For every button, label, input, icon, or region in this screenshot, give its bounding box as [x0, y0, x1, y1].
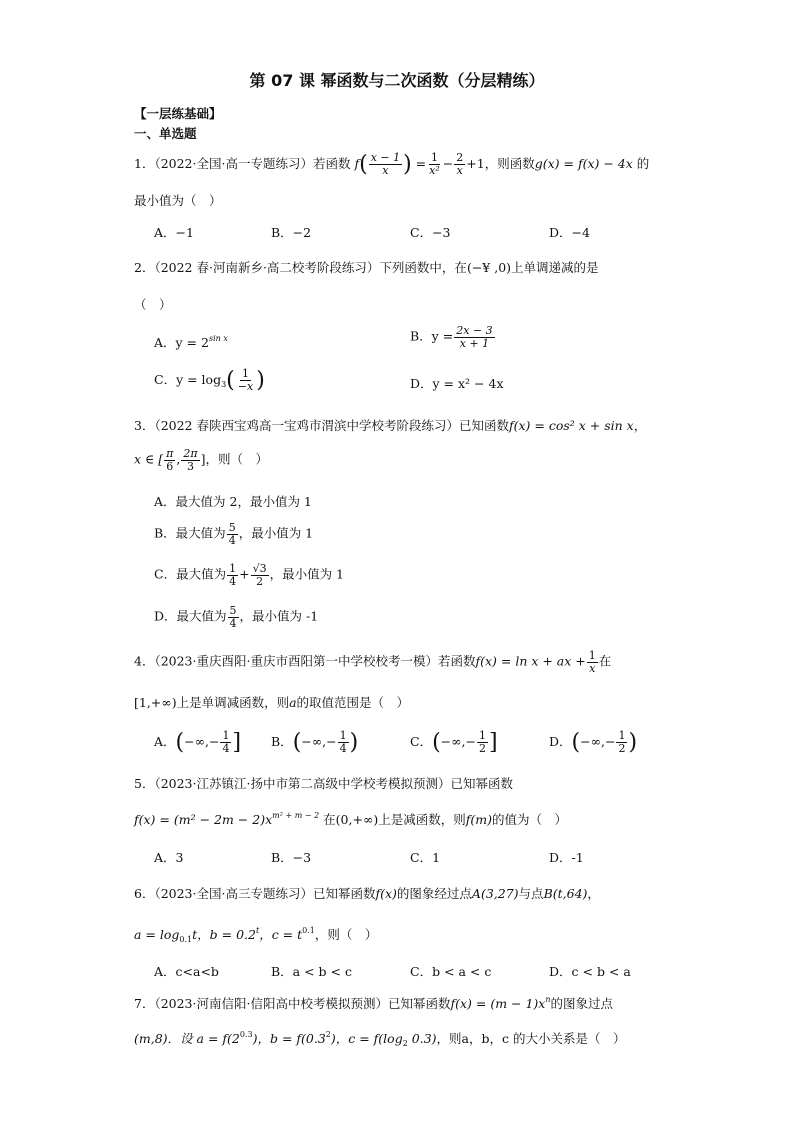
section-level: 【一层练基础】 [134, 106, 222, 121]
option-b[interactable]: B．(−∞,− $\frac{1}{4}$ ) [271, 729, 359, 755]
question-3-line2: x ∈ [ $\frac{\pi}{6}$ , $\frac{2\pi}{3}$ ]，则（ ） [134, 447, 268, 473]
option-d[interactable]: D．(−∞,− $\frac{1}{2}$ ) [549, 729, 638, 755]
question-5-line2: $f(x) = (m^2 - 2m - 2)x^{m^2 + m - 2}$ 在(0,+∞)上是减函数，则f(m)的值为（ ） [134, 811, 568, 827]
question-6-line2: $a = \log_{0.1}t$，$b = 0.2^t$，$c = t^{0.1}$，则（ ） [134, 926, 378, 944]
fraction: $\frac{x - 1}{x}$ [370, 151, 401, 177]
option-b[interactable]: B．y = $\frac{2x - 3}{x + 1}$ [410, 324, 493, 350]
option-d[interactable]: D．最大值为 $\frac{5}{4}$ ，最小值为 -1 [154, 604, 319, 630]
option-a[interactable]: A．$y = 2^{sin x}$ [154, 334, 228, 350]
question-1-line2: 最小值为（ ） [134, 193, 222, 208]
fraction: $\frac{1}{\text{x²}}$ [429, 151, 440, 177]
option-c[interactable]: C．$y = \log_3$( $\frac{1}{-x}$ ) [154, 367, 265, 393]
option-a[interactable]: A．3 [154, 850, 184, 865]
option-a[interactable]: A．c<a<b [154, 964, 219, 979]
question-4-line1: 4．（2023·重庆酉阳·重庆市酉阳第一中学校校考一模）若函数f(x) = ln x + ax + $\frac{1}{x}$ 在 [134, 649, 612, 675]
question-number: 1． [134, 156, 155, 171]
question-7-line2: (m,8)．设 $a = f(2^{0.3})$，$b = f(0.3^2)$，$c = f(\log_2$ 0.3)，则a，b，c 的大小关系是（ ） [134, 1030, 626, 1048]
option-a[interactable]: A．最大值为 2，最小值为 1 [154, 494, 312, 509]
question-7-line1: 7．（2023·河南信阳·信阳高中校考模拟预测）已知幂函数$f(x) = (m - 1)x^n$的图象过点 [134, 995, 614, 1011]
question-source: （2022·全国·高一专题练习）若函数 [154, 156, 351, 171]
option-b[interactable]: B．a < b < c [271, 964, 352, 979]
question-4-line2: [1,+∞)上是单调减函数，则a的取值范围是（ ） [134, 695, 410, 710]
option-c[interactable]: C．1 [410, 850, 441, 865]
option-c[interactable]: C．b < a < c [410, 964, 492, 979]
page-title: 第 07 课 幂函数与二次函数（分层精练） [249, 71, 545, 90]
option-c[interactable]: C．−3 [410, 225, 451, 240]
option-d[interactable]: D．-1 [549, 850, 584, 865]
option-c[interactable]: C．(−∞,− $\frac{1}{2}$ ] [410, 729, 498, 755]
option-c[interactable]: C．最大值为 $\frac{1}{4}$ + $\frac{√3}{2}$ ，最小值为 1 [154, 562, 345, 588]
question-3-line1: 3．（2022 春陕西宝鸡高一宝鸡市渭滨中学校考阶段练习）已知函数f(x) = cos² x + sin x， [134, 418, 647, 433]
question-2-line2: （ ） [134, 297, 172, 312]
question-5-line1: 5．（2023·江苏镇江·扬中市第二高级中学校考模拟预测）已知幂函数 [134, 776, 513, 791]
option-d[interactable]: D．−4 [549, 225, 590, 240]
fraction: $\frac{2}{x}$ [456, 151, 464, 177]
question-2-line1: 2．（2022 春·河南新乡·高二校考阶段练习）下列函数中，在(−¥ ,0)上单调递减的是 [134, 260, 599, 275]
question-6-line1: 6．（2023·全国·高三专题练习）已知幂函数f(x)的图象经过点A(3,27)与点B(t,64)， [134, 886, 600, 901]
option-d[interactable]: D．c < b < a [549, 964, 631, 979]
option-d[interactable]: D．y = x² − 4x [410, 376, 504, 391]
option-a[interactable]: A．(−∞,− $\frac{1}{4}$ ] [154, 729, 242, 755]
option-b[interactable]: B．−3 [271, 850, 312, 865]
question-1-line1: 1．（2022·全国·高一专题练习）若函数 f( $\frac{x - 1}{x}$ ) = $\frac{1}{\text{x²}}$ − $\frac{2}{x}$ +1，则函数g(x) = f(x) − 4x 的 [134, 151, 650, 177]
option-a[interactable]: A．−1 [154, 225, 194, 240]
option-b[interactable]: B．最大值为 $\frac{5}{4}$ ，最小值为 1 [154, 521, 314, 547]
section-type: 一、单选题 [134, 126, 197, 141]
option-b[interactable]: B．−2 [271, 225, 312, 240]
